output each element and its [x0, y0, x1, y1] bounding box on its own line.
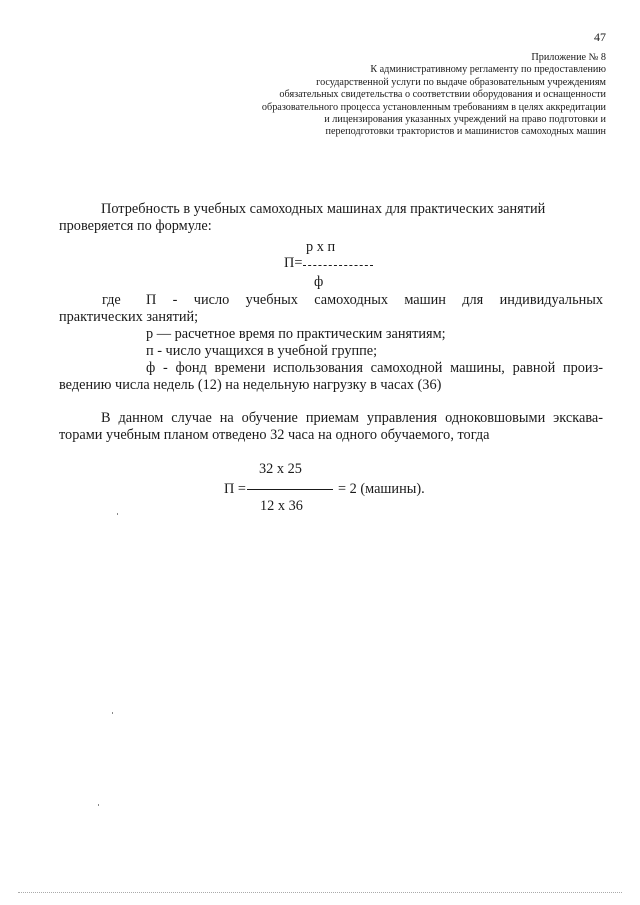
- formula1-denominator: ф: [314, 274, 324, 290]
- header-line: и лицензирования указанных учреждений на право подготовки и: [324, 114, 606, 126]
- scan-edge-line: [18, 892, 622, 893]
- definition-f-cont: ведению числа недель (12) на недельную нагрузку в часах (36): [59, 377, 442, 393]
- header-line: образовательного процесса установленным требованиям в целях аккредитации: [261, 101, 606, 113]
- formula1-lhs: П=: [284, 255, 303, 271]
- definitions-where: где: [102, 292, 121, 308]
- definition-p-upper-cont: практических занятий;: [59, 309, 199, 325]
- formula2-denominator: 12 х 36: [260, 498, 303, 514]
- example-line-1: В данном случае на обучение приемам управления одноковшовыми экскава-: [101, 410, 603, 426]
- formula2-result: = 2 (машины).: [338, 481, 425, 497]
- page-number: 47: [594, 30, 606, 44]
- header-line: обязательных свидетельства о соответствии оборудования и оснащенности: [279, 89, 606, 101]
- scan-speck: [112, 712, 113, 714]
- header-line: Приложение № 8: [531, 52, 606, 63]
- appendix-header: [166, 52, 606, 139]
- header-line: К административному регламенту по предоставлению: [370, 64, 606, 76]
- definition-f: ф - фонд времени использования самоходной машины, равной произ-: [146, 360, 603, 376]
- scan-speck: [117, 513, 118, 515]
- formula2-lhs: П =: [224, 481, 246, 497]
- formula1-fraction-bar: [303, 265, 373, 266]
- intro-line-2: проверяется по формуле:: [59, 218, 212, 234]
- header-line: переподготовки трактористов и машинистов самоходных машин: [325, 126, 606, 138]
- intro-line-1: Потребность в учебных самоходных машинах для практических занятий: [101, 201, 546, 217]
- definition-p-upper: П - число учебных самоходных машин для индивидуальных: [146, 292, 603, 308]
- header-line: государственной услуги по выдаче образовательным учреждениям: [316, 76, 606, 88]
- definition-r: р — расчетное время по практическим занятиям;: [146, 326, 446, 342]
- definition-n: п - число учащихся в учебной группе;: [146, 343, 378, 359]
- formula2-numerator: 32 х 25: [259, 461, 302, 477]
- formula2-fraction-bar: [247, 489, 333, 490]
- example-line-2: торами учебным планом отведено 32 часа на одного обучаемого, тогда: [59, 427, 490, 443]
- scan-speck: [98, 804, 99, 806]
- formula1-numerator: р х п: [306, 239, 336, 255]
